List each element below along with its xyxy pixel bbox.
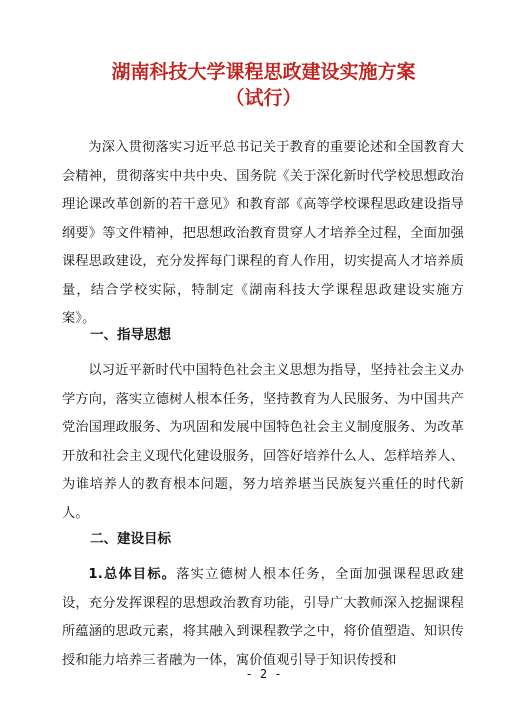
section-heading-guiding-ideology: 一、指导思想: [90, 327, 171, 343]
section-body-overall-goal: [62, 561, 464, 675]
overall-goal-lead: 1.总体目标。: [88, 567, 177, 582]
section-body-guiding-ideology: 以习近平新时代中国特色社会主义思想为指导，坚持社会主义办学方向，落实立德树人根本任务，坚持教育为人民服务、为中国共产党治国理政服务、为巩固和发展中国特色社会主义制度服务、为改革开放和社会主义现代化建设服务，回答好培养什么人、怎样培养人、为谁培养人的教育根本问题，努力培养堪当民族复兴重任的时代新人。: [62, 363, 464, 521]
intro-paragraph: 为深入贯彻落实习近平总书记关于教育的重要论述和全国教育大会精神，贯彻落实中共中央、国务院《关于深化新时代学校思想政治理论课改革创新的若干意见》和教育部《高等学校课程思政建设指导纲要》等文件精神，把思想政治教育贯穿人才培养全过程，全面加强课程思政建设，充分发挥每门课程的育人作用，切实提高人才培养质量，结合学校实际，特制定《湖南科技大学课程思政建设实施方案》。: [62, 140, 464, 326]
overall-goal-text: 落实立德树人根本任务，全面加强课程思政建设，充分发挥课程的思想政治教育功能，引导广大教师深入挖掘课程所蕴涵的思政元素，将其融入到课程教学之中，将价值塑造、知识传授和能力培养三者融为一体，寓价值观引导于知识传授和: [62, 567, 464, 668]
document-subtitle: （试行）: [225, 87, 302, 109]
section-heading-construction-goals: 二、建设目标: [90, 531, 171, 547]
document-title: 湖南科技大学课程思政建设实施方案: [111, 61, 416, 83]
page-number: - 2 -: [245, 667, 282, 681]
